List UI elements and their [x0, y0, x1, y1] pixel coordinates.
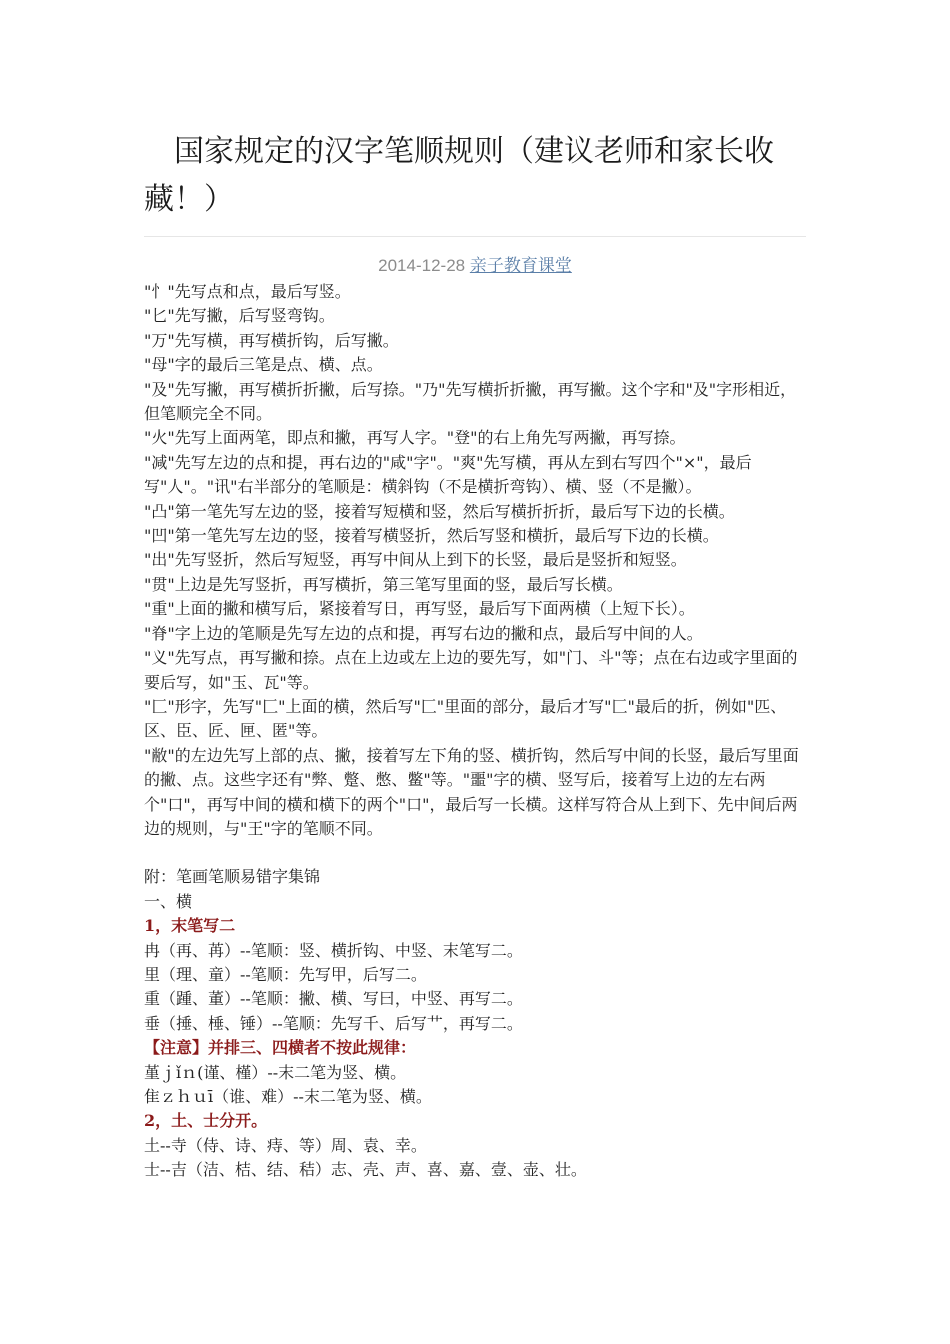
- example-item: 隹ｚｈｕī（谁、难）--末二笔为竖、横。: [144, 1087, 432, 1106]
- subsection-heading: 2，土、士分开。: [144, 1111, 268, 1131]
- example-item: 堇ｊǐｎ(谨、槿）--末二笔为竖、横。: [144, 1062, 407, 1082]
- example-item: 士--吉（洁、桔、结、秸）志、壳、声、喜、嘉、壹、壶、壮。: [144, 1160, 587, 1180]
- rule-paragraph: "凹"第一笔先写左边的竖，接着写横竖折，然后写竖和横折，最后写下边的长横。: [144, 526, 719, 546]
- rule-paragraph: "匕"先写撇，后写竖弯钩。: [144, 306, 335, 326]
- rule-paragraph: "万"先写横，再写横折钩，后写撇。: [144, 330, 399, 350]
- appendix-intro: 附：笔画笔顺易错字集锦: [144, 867, 321, 887]
- rule-paragraph: "及"先写撇，再写横折折撇，后写捺。"乃"先写横折折撇，再写撇。这个字和"及"字形相近，但笔顺完全不同。: [144, 379, 797, 424]
- rule-paragraph: "脊"字上边的笔顺是先写左边的点和提，再写右边的撇和点，最后写中间的人。: [144, 623, 703, 643]
- article-body: [144, 280, 806, 1183]
- rule-paragraph: "母"字的最后三笔是点、横、点。: [144, 355, 383, 375]
- rule-paragraph: "敝"的左边先写上部的点、撇，接着写左下角的竖、横折钩，然后写中间的长竖，最后写里面的撇、点。这些字还有"弊、蹩、憋、鳖"等。"噩"字的横、竖写后，接着写上边的左右两个"口"，再写中间的横和横下的两个"口"，最后写一长横。这样写符合从上到下、先中间后两边的规则，与"王"字的笔顺不同。: [144, 745, 799, 838]
- article-title: 国家规定的汉字笔顺规则（建议老师和家长收藏！）: [144, 134, 774, 217]
- publish-date: 2014-12-28: [378, 256, 466, 275]
- paragraph-gap: [144, 841, 806, 865]
- rule-paragraph: "出"先写竖折，然后写短竖，再写中间从上到下的长竖，最后是竖折和短竖。: [144, 550, 687, 570]
- rule-paragraph: "火"先写上面两笔，即点和撇，再写人字。"登"的右上角先写两撇，再写捺。: [144, 428, 686, 448]
- example-item: 重（踵、董）--笔顺：撇、横、写曰，中竖、再写二。: [144, 989, 523, 1009]
- author-link[interactable]: 亲子教育课堂: [469, 256, 572, 275]
- article-meta: [144, 254, 806, 278]
- subsection-heading: 1，末笔写二: [144, 916, 236, 936]
- example-item: 土--寺（侍、诗、痔、等）周、袁、幸。: [144, 1135, 427, 1155]
- rule-paragraph: "贯"上边是先写竖折，再写横折，第三笔写里面的竖，最后写长横。: [144, 574, 623, 594]
- example-item: 冉（再、苒）--笔顺：竖、横折钩、中竖、末笔写二。: [144, 940, 523, 960]
- section-title: 一、横: [144, 891, 193, 911]
- rule-paragraph: "重"上面的撇和横写后，紧接着写日，再写竖，最后写下面两横（上短下长）。: [144, 599, 695, 619]
- rule-paragraph: "减"先写左边的点和提，再右边的"咸"字"。"爽"先写横，再从左到右写四个"×"，最后写"人"。"讯"右半部分的笔顺是：横斜钩（不是横折弯钩）、横、竖（不是撇）。: [144, 452, 752, 497]
- title-divider: [144, 236, 806, 237]
- note-heading: 【注意】并排三、四横者不按此规律：: [144, 1038, 417, 1058]
- rule-paragraph: "匚"形字，先写"匚"上面的横，然后写"匚"里面的部分，最后才写"匚"最后的折，例如"匹、区、臣、匠、匣、匿"等。: [144, 696, 787, 741]
- rule-paragraph: "义"先写点，再写撇和捺。点在上边或左上边的要先写，如"门、斗"等；点在右边或字里面的要后写，如"玉、瓦"等。: [144, 648, 798, 692]
- rule-paragraph: "忄"先写点和点，最后写竖。: [144, 282, 351, 301]
- rule-paragraph: "凸"第一笔先写左边的竖，接着写短横和竖，然后写横折折折，最后写下边的长横。: [144, 501, 735, 521]
- example-item: 里（理、童）--笔顺：先写甲，后写二。: [144, 964, 427, 984]
- example-item: 垂（捶、棰、锤）--笔顺：先写千、后写艹，再写二。: [144, 1013, 523, 1033]
